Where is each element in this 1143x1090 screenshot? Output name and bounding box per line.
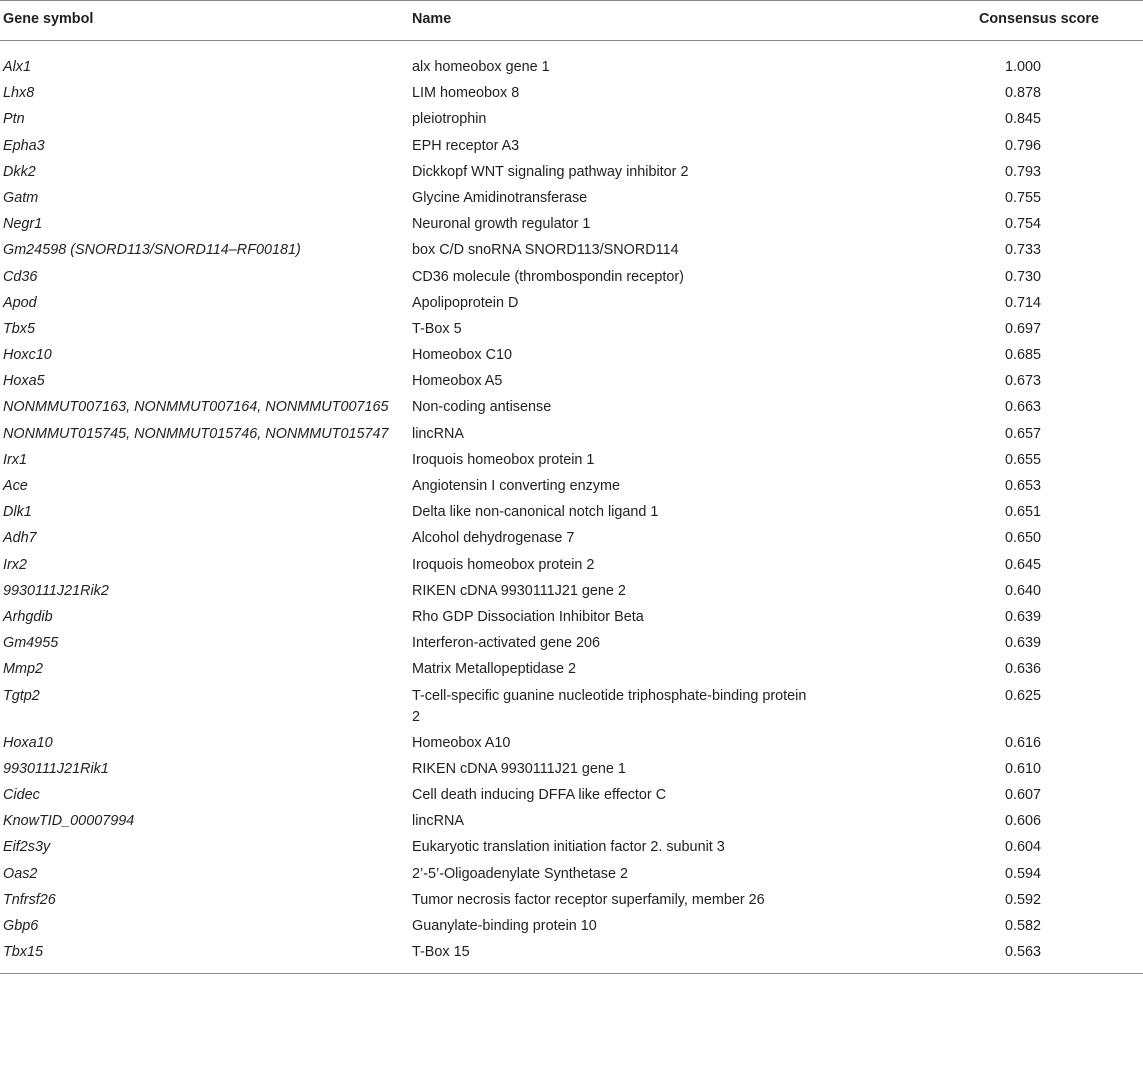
gene-name-cell: Non-coding antisense [412, 399, 552, 416]
table-row [0, 369, 1143, 395]
gene-name-cell: Matrix Metallopeptidase 2 [412, 661, 576, 678]
consensus-score-cell: 0.796 [1005, 137, 1042, 154]
table-row [0, 185, 1143, 211]
gene-name-cell: Guanylate-binding protein 10 [412, 918, 597, 934]
gene-symbol-cell: NONMMUT015745, NONMMUT015746, NONMMUT015747 [3, 425, 389, 442]
gene-name-cell: alx homeobox gene 1 [412, 59, 550, 75]
consensus-score-cell: 0.607 [1005, 787, 1042, 804]
gene-symbol-cell: Gatm [3, 189, 39, 206]
table-row [0, 940, 1143, 974]
consensus-score-cell: 0.639 [1005, 608, 1042, 625]
table-body [0, 41, 1143, 974]
table-row [0, 657, 1143, 683]
gene-name-cell: lincRNA [412, 813, 464, 830]
consensus-score-cell: 1.000 [1005, 59, 1042, 75]
gene-symbol-cell: Gbp6 [3, 918, 39, 934]
gene-name-cell: CD36 molecule (thrombospondin receptor) [412, 268, 684, 285]
table-row [0, 756, 1143, 782]
table-row [0, 212, 1143, 238]
consensus-score-cell: 0.878 [1005, 85, 1042, 102]
gene-symbol-cell: Tgtp2 [3, 687, 40, 704]
table-row [0, 473, 1143, 499]
table-row [0, 809, 1143, 835]
gene-symbol-cell: 9930111J21Rik2 [3, 582, 109, 599]
consensus-score-cell: 0.636 [1005, 661, 1042, 678]
table-header [0, 1, 1143, 41]
table-row [0, 238, 1143, 264]
gene-name-cell: Homeobox A10 [412, 734, 511, 751]
gene-name-cell: T-Box 15 [412, 940, 842, 974]
gene-symbol-cell: Oas2 [3, 865, 38, 882]
gene-symbol-cell: Negr1 [3, 216, 43, 233]
gene-name-cell: Cell death inducing DFFA like effector C [412, 787, 667, 804]
gene-symbol-cell: Hoxa5 [3, 373, 45, 390]
table-row [0, 913, 1143, 939]
gene-symbol-cell: Cd36 [3, 268, 38, 285]
header-name: Name [412, 1, 842, 41]
table-row [0, 683, 1143, 730]
table-row [0, 290, 1143, 316]
gene-name-cell: Homeobox A5 [412, 373, 503, 390]
table-row [0, 631, 1143, 657]
gene-symbol-cell: Ace [3, 478, 28, 494]
gene-symbol-cell: Mmp2 [3, 661, 43, 678]
consensus-score-cell: 0.610 [1005, 760, 1042, 777]
gene-name-cell: box C/D snoRNA SNORD113/SNORD114 [412, 242, 679, 259]
table-row [0, 447, 1143, 473]
gene-symbol-cell: Gm4955 [3, 635, 59, 652]
gene-symbol-cell: Eif2s3y [3, 839, 51, 856]
gene-symbol-cell: Irx2 [3, 556, 27, 573]
gene-name-cell: Iroquois homeobox protein 1 [412, 451, 595, 468]
consensus-score-cell: 0.616 [1005, 734, 1042, 751]
consensus-score-cell: 0.673 [1005, 373, 1042, 390]
gene-symbol-cell: Hoxc10 [3, 347, 52, 364]
consensus-score-cell: 0.733 [1005, 242, 1042, 259]
consensus-score-cell: 0.730 [1005, 268, 1042, 285]
consensus-score-cell: 0.697 [1005, 320, 1042, 337]
gene-symbol-cell: KnowTID_00007994 [3, 813, 135, 830]
gene-name-cell: Angiotensin I converting enzyme [412, 478, 620, 494]
gene-symbol-cell: Tbx5 [3, 320, 35, 337]
consensus-score-cell: 0.657 [1005, 425, 1042, 442]
gene-symbol-cell: Tnfrsf26 [3, 891, 56, 908]
gene-name-cell: T-Box 5 [412, 320, 462, 337]
consensus-score-cell: 0.685 [1005, 347, 1042, 364]
consensus-score-cell: 0.663 [1005, 399, 1042, 416]
table-row [0, 421, 1143, 447]
gene-symbol-cell: Tbx15 [0, 940, 412, 974]
header-gene-symbol: Gene symbol [0, 1, 412, 41]
gene-symbol-cell: Ptn [3, 111, 25, 128]
gene-symbol-cell: Dlk1 [3, 504, 32, 521]
header-row [0, 1, 1143, 41]
table-row [0, 782, 1143, 808]
consensus-score-cell: 0.640 [1005, 582, 1042, 599]
gene-name-cell: EPH receptor A3 [412, 137, 520, 154]
table-row [0, 395, 1143, 421]
consensus-score-cell: 0.754 [1005, 216, 1042, 233]
gene-name-cell: LIM homeobox 8 [412, 85, 520, 102]
consensus-score-cell: 0.625 [1005, 687, 1042, 704]
gene-name-cell: Dickkopf WNT signaling pathway inhibitor 2 [412, 163, 689, 180]
gene-symbol-cell: Alx1 [3, 59, 31, 75]
gene-name-cell: Eukaryotic translation initiation factor 2. subunit 3 [412, 839, 725, 856]
gene-name-cell: Homeobox C10 [412, 347, 512, 364]
gene-symbol-cell: Dkk2 [3, 163, 36, 180]
gene-name-cell: pleiotrophin [412, 111, 487, 128]
table-row [0, 81, 1143, 107]
gene-name-cell: Glycine Amidinotransferase [412, 189, 588, 206]
gene-name-cell: Delta like non-canonical notch ligand 1 [412, 504, 659, 521]
table-row [0, 835, 1143, 861]
consensus-score-cell: 0.604 [1005, 839, 1042, 856]
consensus-score-cell: 0.650 [1005, 530, 1042, 547]
gene-symbol-cell: NONMMUT007163, NONMMUT007164, NONMMUT007165 [3, 399, 389, 416]
gene-name-cell: lincRNA [412, 425, 464, 442]
table-row [0, 552, 1143, 578]
gene-symbol-cell: Arhgdib [3, 608, 53, 625]
gene-symbol-cell: Lhx8 [3, 85, 35, 102]
gene-name-cell: Neuronal growth regulator 1 [412, 216, 591, 233]
gene-name-cell: 2’-5’-Oligoadenylate Synthetase 2 [412, 865, 628, 882]
consensus-score-cell: 0.845 [1005, 111, 1042, 128]
table-row [0, 578, 1143, 604]
gene-name-cell: T-cell-specific guanine nucleotide triphosphate-binding protein 2 [412, 687, 807, 725]
table-row [0, 861, 1143, 887]
consensus-score-cell: 0.563 [842, 940, 1143, 974]
gene-name-cell: RIKEN cDNA 9930111J21 gene 1 [412, 760, 626, 777]
gene-name-cell: Iroquois homeobox protein 2 [412, 556, 595, 573]
consensus-score-cell: 0.651 [1005, 504, 1042, 521]
consensus-score-cell: 0.714 [1005, 294, 1042, 311]
gene-name-cell: Apolipoprotein D [412, 294, 519, 311]
consensus-score-cell: 0.594 [1005, 865, 1042, 882]
consensus-score-cell: 0.606 [1005, 813, 1042, 830]
gene-symbol-cell: Hoxa10 [3, 734, 53, 751]
consensus-score-cell: 0.645 [1005, 556, 1042, 573]
gene-name-cell: Interferon-activated gene 206 [412, 635, 601, 652]
gene-name-cell: Rho GDP Dissociation Inhibitor Beta [412, 608, 644, 625]
table-row [0, 316, 1143, 342]
table-row [0, 887, 1143, 913]
consensus-score-cell: 0.653 [1005, 478, 1042, 494]
consensus-score-cell: 0.793 [1005, 163, 1042, 180]
consensus-score-cell: 0.582 [1005, 918, 1042, 934]
table-row [0, 730, 1143, 756]
table-row [0, 133, 1143, 159]
gene-symbol-cell: Apod [3, 294, 37, 311]
gene-name-cell: RIKEN cDNA 9930111J21 gene 2 [412, 582, 626, 599]
gene-symbol-cell: Cidec [3, 787, 40, 804]
gene-symbol-cell: Gm24598 (SNORD113/SNORD114–RF00181) [3, 242, 301, 259]
table-row [0, 159, 1143, 185]
table-row [0, 604, 1143, 630]
gene-symbol-cell: 9930111J21Rik1 [3, 760, 109, 777]
consensus-score-cell: 0.592 [1005, 891, 1042, 908]
consensus-score-cell: 0.755 [1005, 189, 1042, 206]
table-row [0, 41, 1143, 81]
consensus-score-cell: 0.639 [1005, 635, 1042, 652]
gene-symbol-cell: Adh7 [3, 530, 37, 547]
consensus-score-cell: 0.655 [1005, 451, 1042, 468]
gene-name-cell: Tumor necrosis factor receptor superfamily, member 26 [412, 891, 765, 908]
gene-symbol-cell: Epha3 [3, 137, 45, 154]
table-row [0, 500, 1143, 526]
table-row [0, 526, 1143, 552]
table-row [0, 264, 1143, 290]
header-consensus-score: Consensus score [842, 1, 1143, 41]
table-row [0, 342, 1143, 368]
gene-symbol-cell: Irx1 [3, 451, 27, 468]
table-row [0, 107, 1143, 133]
gene-name-cell: Alcohol dehydrogenase 7 [412, 530, 575, 547]
